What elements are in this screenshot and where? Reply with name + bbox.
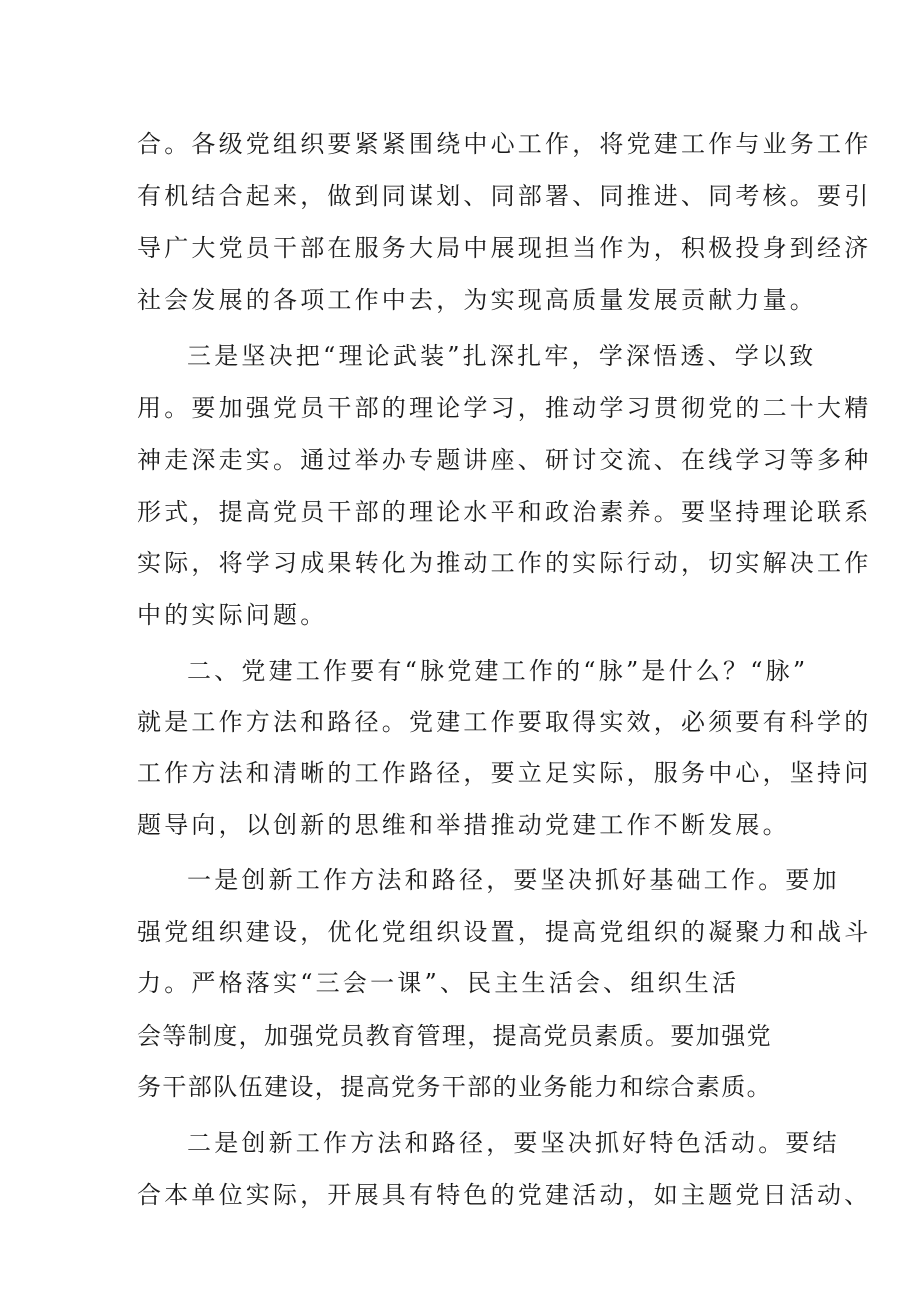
text-line: 合本单位实际，开展具有特色的党建活动，如主题党日活动、 <box>137 1181 872 1209</box>
text-line: 合。各级党组织要紧紧围绕中心工作，将党建工作与业务工作 <box>137 130 872 158</box>
text-line: 就是工作方法和路径。党建工作要取得实效，必须要有科学的 <box>137 708 872 736</box>
text-line: 中的实际问题。 <box>137 601 328 629</box>
text-line: 力。严格落实“三会一课”、民主生活会、组织生活 <box>137 969 740 997</box>
text-line: 形式，提高党员干部的理论水平和政治素养。要坚持理论联系 <box>137 498 872 526</box>
text-line: 有机结合起来，做到同谋划、同部署、同推进、同考核。要引 <box>137 182 872 210</box>
text-line: 二、党建工作要有“脉党建工作的“脉”是什么？“脉” <box>187 657 809 685</box>
text-line: 社会发展的各项工作中去，为实现高质量发展贡献力量。 <box>137 286 817 314</box>
text-line: 导广大党员干部在服务大局中展现担当作为，积极投身到经济 <box>137 234 872 262</box>
text-line: 神走深走实。通过举办专题讲座、研讨交流、在线学习等多种 <box>137 446 872 474</box>
text-line: 用。要加强党员干部的理论学习，推动学习贯彻党的二十大精 <box>137 394 872 422</box>
text-line: 二是创新工作方法和路径，要坚决抓好特色活动。要结 <box>187 1129 840 1157</box>
text-line: 一是创新工作方法和路径，要坚决抓好基础工作。要加 <box>187 866 840 894</box>
text-line: 会等制度，加强党员教育管理，提高党员素质。要加强党 <box>137 1022 772 1050</box>
text-line: 工作方法和清晰的工作路径，要立足实际，服务中心，坚持问 <box>137 759 872 787</box>
text-line: 强党组织建设，优化党组织设置，提高党组织的凝聚力和战斗 <box>137 918 872 946</box>
text-line: 题导向，以创新的思维和举措推动党建工作不断发展。 <box>137 811 790 839</box>
text-line: 三是坚决把“理论武装”扎深扎牢，学深悟透、学以致 <box>187 342 817 370</box>
text-line: 实际，将学习成果转化为推动工作的实际行动，切实解决工作 <box>137 549 872 577</box>
text-line: 务干部队伍建设，提高党务干部的业务能力和综合素质。 <box>137 1073 772 1101</box>
